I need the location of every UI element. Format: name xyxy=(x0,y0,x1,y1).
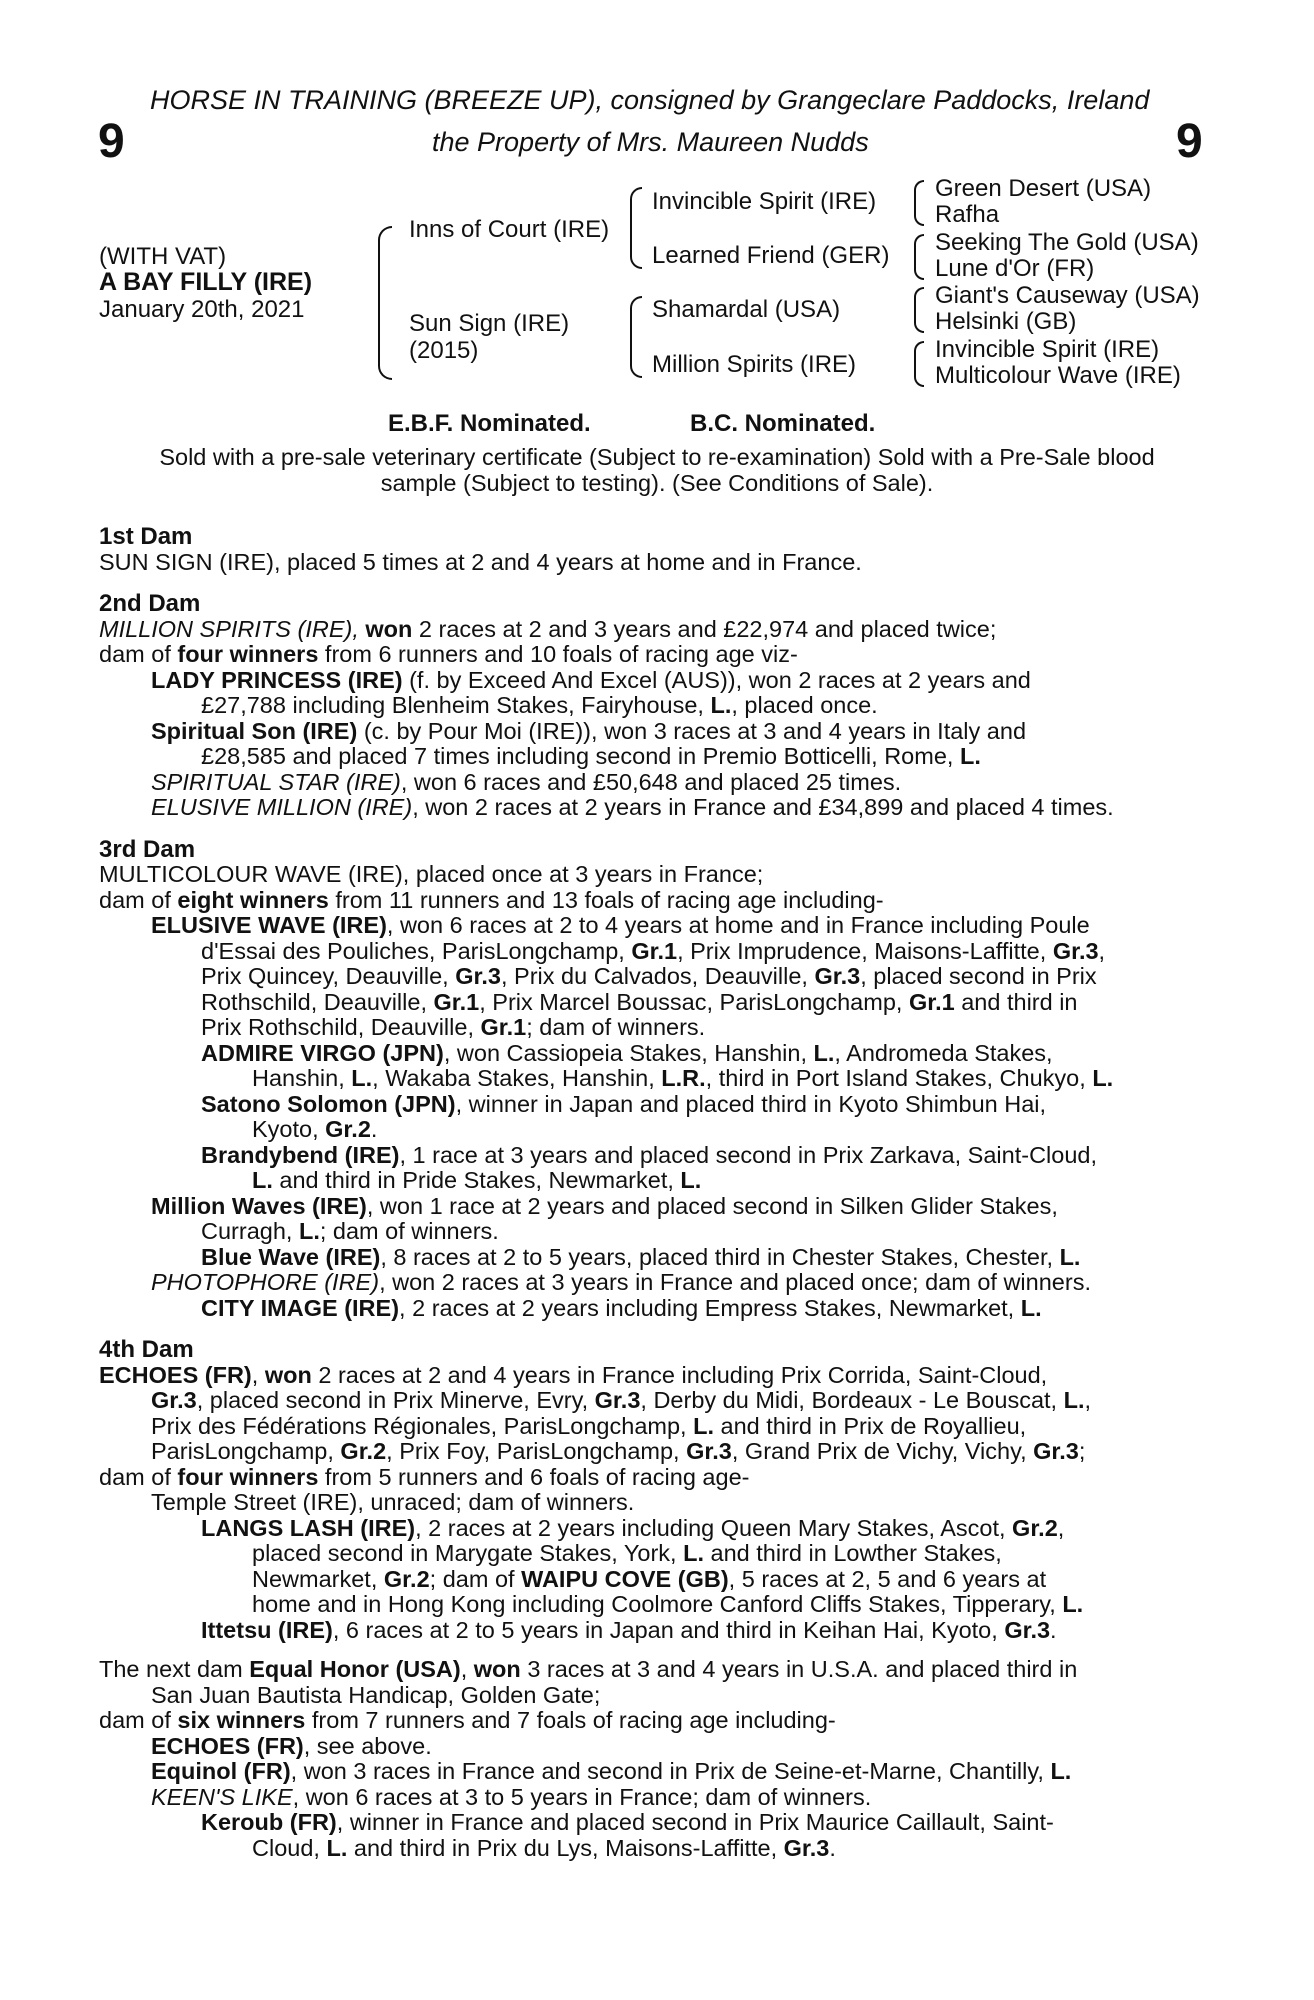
bracket-dam xyxy=(630,296,642,378)
city-image: CITY IMAGE (IRE), 2 races at 2 years including Empress Stakes, Newmarket, L. xyxy=(201,1294,1042,1321)
ittetsu: Ittetsu (IRE), 6 races at 2 to 5 years in Japan and third in Keihan Hai, Kyoto, Gr.3. xyxy=(201,1616,1057,1643)
echoes-1: ECHOES (FR), won 2 races at 2 and 4 years in France including Prix Corrida, Saint-Cloud, xyxy=(99,1361,1048,1388)
spiritual-son-2: £28,585 and placed 7 times including second in Premio Botticelli, Rome, L. xyxy=(201,743,981,769)
brandybend-1: Brandybend (IRE), 1 race at 3 years and placed second in Prix Zarkava, Saint-Cloud, xyxy=(201,1141,1097,1168)
dds: Invincible Spirit (IRE) xyxy=(935,336,1160,363)
second-dam-heading: 2nd Dam xyxy=(99,590,201,617)
elusive-wave-2: d'Essai des Pouliches, ParisLongchamp, Gr.1, Prix Imprudence, Maisons-Laffitte, Gr.3, xyxy=(201,937,1106,964)
produce-record xyxy=(99,510,1203,1861)
sale-note-line-1: Sold with a pre-sale veterinary certificate (Subject to re-examination) Sold with a Pre-Sale blood xyxy=(159,444,1155,470)
lady-princess-2: £27,788 including Blenheim Stakes, Fairyhouse, L., placed once. xyxy=(201,692,878,718)
first-dam-text: SUN SIGN (IRE), placed 5 times at 2 and 4 years at home and in France. xyxy=(99,548,862,575)
echoes-ref: ECHOES (FR), see above. xyxy=(151,1732,432,1759)
bracket-main xyxy=(378,226,392,380)
next-dam-1: The next dam Equal Honor (USA), won 3 races at 3 and 4 years in U.S.A. and placed third in xyxy=(99,1656,1078,1682)
million-waves-2: Curragh, L.; dam of winners. xyxy=(201,1218,499,1244)
echoes-3: Prix des Fédérations Régionales, ParisLongchamp, L. and third in Prix de Royallieu, xyxy=(151,1412,1027,1439)
sire-sire: Invincible Spirit (IRE) xyxy=(652,188,877,215)
third-dam-line-1: MULTICOLOUR WAVE (IRE), placed once at 3 years in France; xyxy=(99,861,764,887)
sss: Green Desert (USA) xyxy=(935,175,1152,202)
bracket-ds xyxy=(914,287,924,333)
catalogue-title: HORSE IN TRAINING (BREEZE UP), consigned by Grangeclare Paddocks, Ireland xyxy=(150,85,1150,115)
sire-dam: Learned Friend (GER) xyxy=(652,242,890,269)
dam-year: (2015) xyxy=(409,337,479,364)
third-dam-line-2: dam of eight winners from 11 runners and 13 foals of racing age including- xyxy=(99,886,884,913)
keens-like: KEEN'S LIKE, won 6 races at 3 to 5 years in France; dam of winners. xyxy=(151,1783,872,1810)
million-waves-1: Million Waves (IRE), won 1 race at 2 years and placed second in Silken Glider Stakes, xyxy=(151,1192,1058,1219)
spiritual-star: SPIRITUAL STAR (IRE), won 6 races and £50,648 and placed 25 times. xyxy=(151,768,902,795)
sale-note-line-2: sample (Subject to testing). (See Conditions of Sale). xyxy=(380,470,934,496)
keroub-2: Cloud, L. and third in Prix du Lys, Maisons-Laffitte, Gr.3. xyxy=(252,1834,836,1861)
sdd: Lune d'Or (FR) xyxy=(935,255,1095,282)
bracket-sire xyxy=(630,187,642,269)
langs-lash-2: placed second in Marygate Stakes, York, L. and third in Lowther Stakes, xyxy=(252,1540,1002,1566)
vat-label: (WITH VAT) xyxy=(99,243,227,270)
lot-number-left: 9 xyxy=(98,115,125,168)
ssd: Rafha xyxy=(935,201,1000,228)
horse-name: A BAY FILLY (IRE) xyxy=(99,268,313,296)
lady-princess-1: LADY PRINCESS (IRE) (f. by Exceed And Excel (AUS)), won 2 races at 2 years and xyxy=(151,666,1031,693)
bracket-ss xyxy=(914,180,924,226)
bracket-dd xyxy=(914,341,924,387)
dam-dam: Million Spirits (IRE) xyxy=(652,351,857,378)
keroub-1: Keroub (FR), winner in France and placed second in Prix Maurice Caillault, Saint- xyxy=(201,1809,1054,1835)
third-dam-heading: 3rd Dam xyxy=(99,835,196,863)
ebf-nomination: E.B.F. Nominated. xyxy=(388,410,591,437)
ddd: Multicolour Wave (IRE) xyxy=(935,362,1181,389)
fourth-dam-produce: dam of four winners from 5 runners and 6 foals of racing age- xyxy=(99,1463,750,1490)
elusive-million: ELUSIVE MILLION (IRE), won 2 races at 2 years in France and £34,899 and placed 4 times. xyxy=(151,794,1114,820)
langs-lash-4: home and in Hong Kong including Coolmore Canford Cliffs Stakes, Tipperary, L. xyxy=(252,1591,1084,1617)
photophore: PHOTOPHORE (IRE), won 2 races at 3 years in France and placed once; dam of winners. xyxy=(151,1269,1091,1295)
dam: Sun Sign (IRE) xyxy=(409,310,570,337)
blue-wave: Blue Wave (IRE), 8 races at 2 to 5 years, placed third in Chester Stakes, Chester, L. xyxy=(201,1243,1081,1270)
admire-virgo-2: Hanshin, L., Wakaba Stakes, Hanshin, L.R., third in Port Island Stakes, Chukyo, L. xyxy=(252,1065,1114,1091)
second-dam-line-1: MILLION SPIRITS (IRE), won 2 races at 2 and 3 years and £22,974 and placed twice; xyxy=(99,615,997,642)
fourth-dam-heading: 4th Dam xyxy=(99,1336,194,1363)
satono-solomon-2: Kyoto, Gr.2. xyxy=(252,1116,378,1142)
brandybend-2: L. and third in Pride Stakes, Newmarket, L. xyxy=(252,1167,702,1193)
satono-solomon-1: Satono Solomon (JPN), winner in Japan and placed third in Kyoto Shimbun Hai, xyxy=(201,1090,1047,1117)
bracket-sd xyxy=(914,234,924,280)
echoes-2: Gr.3, placed second in Prix Minerve, Evry, Gr.3, Derby du Midi, Bordeaux - Le Bouscat, L., xyxy=(151,1387,1092,1413)
first-dam-heading: 1st Dam xyxy=(99,523,193,550)
langs-lash-3: Newmarket, Gr.2; dam of WAIPU COVE (GB), 5 races at 2, 5 and 6 years at xyxy=(252,1565,1047,1592)
elusive-wave-1: ELUSIVE WAVE (IRE), won 6 races at 2 to 4 years at home and in France including Poule xyxy=(151,912,1090,938)
sire: Inns of Court (IRE) xyxy=(409,216,610,243)
bc-nomination: B.C. Nominated. xyxy=(690,410,876,437)
langs-lash-1: LANGS LASH (IRE), 2 races at 2 years including Queen Mary Stakes, Ascot, Gr.2, xyxy=(201,1514,1065,1541)
second-dam-line-2: dam of four winners from 6 runners and 10 foals of racing age viz- xyxy=(99,641,798,667)
temple-street: Temple Street (IRE), unraced; dam of winners. xyxy=(151,1489,635,1515)
equinol: Equinol (FR), won 3 races in France and second in Prix de Seine-et-Marne, Chantilly, L. xyxy=(151,1758,1072,1784)
elusive-wave-3: Prix Quincey, Deauville, Gr.3, Prix du Calvados, Deauville, Gr.3, placed second in Prix xyxy=(201,963,1097,989)
next-dam-2: San Juan Bautista Handicap, Golden Gate; xyxy=(151,1681,601,1708)
echoes-4: ParisLongchamp, Gr.2, Prix Foy, ParisLongchamp, Gr.3, Grand Prix de Vichy, Vichy, Gr.3; xyxy=(151,1438,1086,1464)
property-line: the Property of Mrs. Maureen Nudds xyxy=(432,127,869,157)
sds: Seeking The Gold (USA) xyxy=(935,229,1199,256)
dsd: Helsinki (GB) xyxy=(935,308,1077,335)
dss: Giant's Causeway (USA) xyxy=(935,282,1200,309)
foaling-date: January 20th, 2021 xyxy=(99,296,305,323)
admire-virgo-1: ADMIRE VIRGO (JPN), won Cassiopeia Stakes, Hanshin, L., Andromeda Stakes, xyxy=(201,1039,1053,1066)
elusive-wave-5: Prix Rothschild, Deauville, Gr.1; dam of winners. xyxy=(201,1014,706,1040)
next-dam-3: dam of six winners from 7 runners and 7 foals of racing age including- xyxy=(99,1707,836,1733)
dam-sire: Shamardal (USA) xyxy=(652,296,841,323)
elusive-wave-4: Rothschild, Deauville, Gr.1, Prix Marcel Boussac, ParisLongchamp, Gr.1 and third in xyxy=(201,988,1078,1015)
lot-number-right: 9 xyxy=(1176,115,1203,168)
spiritual-son-1: Spiritual Son (IRE) (c. by Pour Moi (IRE)), won 3 races at 3 and 4 years in Italy and xyxy=(151,717,1027,744)
